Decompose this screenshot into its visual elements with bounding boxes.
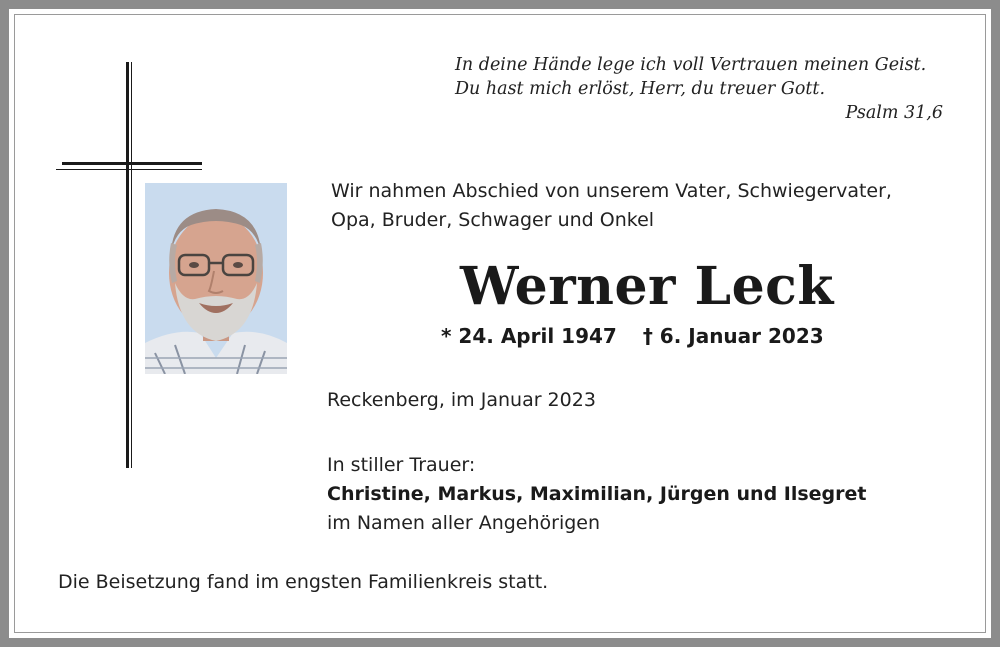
cross-vertical-thin-bar: [131, 62, 132, 468]
psalm-line-1: In deine Hände lege ich voll Vertrauen meinen Geist.: [455, 55, 927, 75]
life-dates: [441, 322, 901, 350]
psalm-line-2: Du hast mich erlöst, Herr, du treuer Gott.: [455, 79, 826, 99]
place-date: Reckenberg, im Januar 2023: [327, 389, 596, 411]
mourner-names: Christine, Markus, Maximilian, Jürgen und Ilsegret: [327, 483, 867, 505]
portrait-illustration: [145, 183, 287, 374]
intro-line-2: Opa, Bruder, Schwager und Onkel: [331, 209, 655, 231]
burial-note: Die Beisetzung fand im engsten Familienkreis statt.: [58, 571, 549, 593]
mourning-block: [327, 451, 867, 538]
psalm-quote: [423, 53, 943, 125]
cross-horizontal-bar: [62, 162, 202, 165]
intro-line-1: Wir nahmen Abschied von unserem Vater, Schwiegervater,: [331, 180, 892, 202]
psalm-reference: Psalm 31,6: [845, 103, 943, 123]
death-date: † 6. Januar 2023: [642, 324, 824, 348]
intro-text: [331, 177, 971, 235]
cross-vertical-bar: [126, 62, 129, 468]
portrait-photo: [145, 183, 287, 374]
mourning-footer: im Namen aller Angehörigen: [327, 512, 601, 534]
cross-horizontal-thin-bar: [56, 169, 202, 170]
birth-date: * 24. April 1947: [441, 324, 617, 348]
deceased-name: Werner Leck: [460, 256, 834, 317]
mourning-heading: In stiller Trauer:: [327, 454, 476, 476]
